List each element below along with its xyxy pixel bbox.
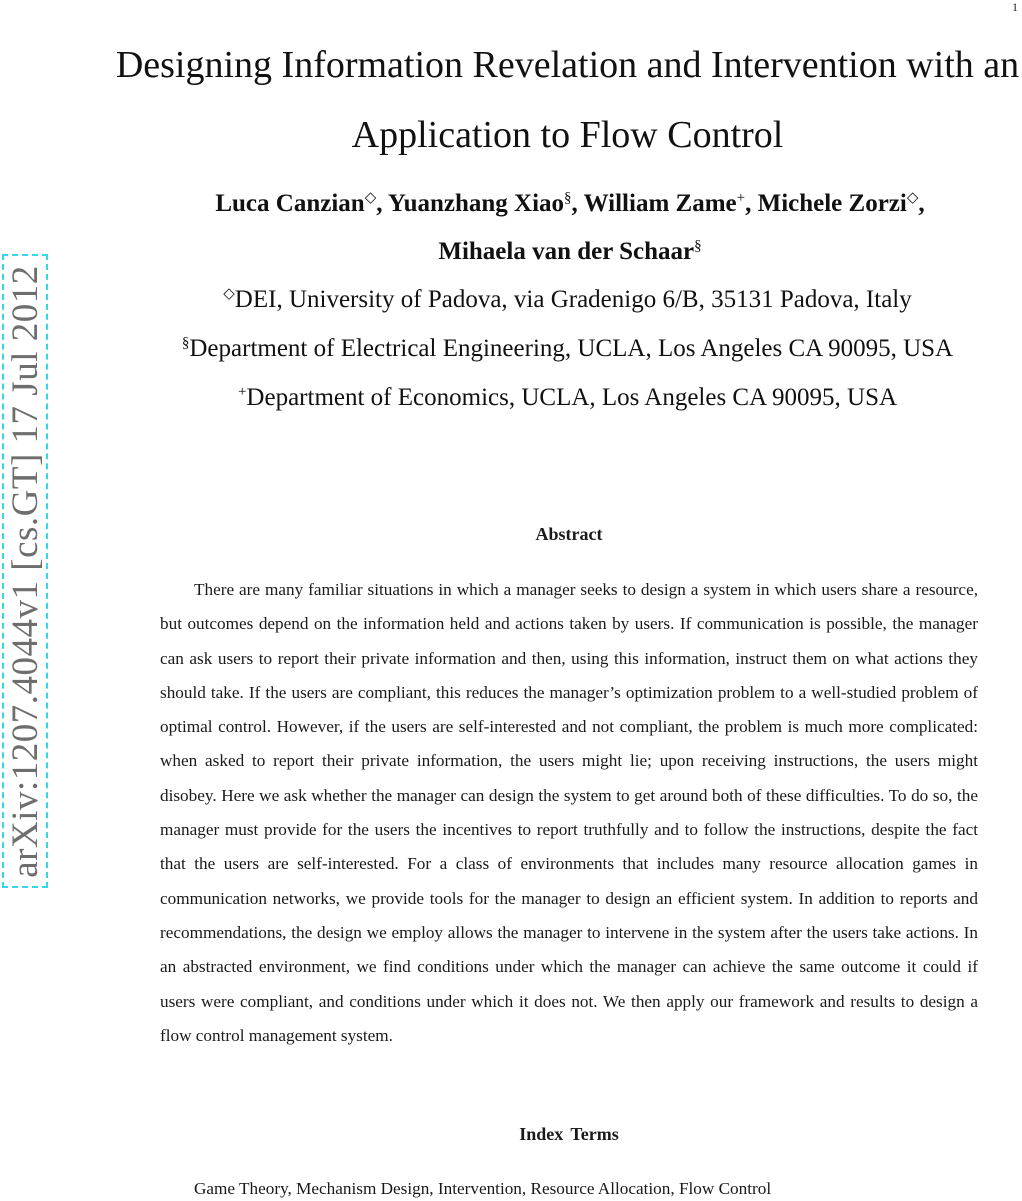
abstract-heading: Abstract [535,524,603,544]
affiliation-padova [110,275,1022,324]
author-affiliation-mark: ◇ [906,190,919,206]
author-1 [215,190,387,217]
index-terms-heading: Index Terms [519,1124,619,1144]
affiliation-ucla-ee [110,324,1022,373]
author-list [140,180,1000,276]
author-affiliation-mark: § [694,238,702,254]
affiliation-list [110,275,1022,422]
affiliation-ucla-econ [110,373,1022,422]
abstract-text: There are many familiar situations in which a manager seeks to design a system in which users share a resource, but outcomes depend on the information held and actions taken by users. If communication is possible, the manager can ask users to report their private information and then, using this information, instruct them on what actions they should take. If the users are compliant, this reduces the manager’s optimization problem to a well-studied problem of optimal control. However, if the users are self-interested and not compliant, the problem is much more complicated: when asked to report their private information, the users might lie; upon receiving instructions, the users might disobey. Here we ask whether the manager can design the system to get around both of these difficulties. To do so, the manager must provide for the users the incentives to report truthfully and to follow the instructions, despite the fact that the users are self-interested. For a class of environments that includes many resource allocation games in communication networks, we provide tools for the manager to design an efficient system. In addition to reports and recommendations, the design we employ allows the manager to intervene in the system after the users take actions. In an abstracted environment, we find conditions under which the manager can achieve the same outcome it could if users were compliant, and conditions under which it does not. We then apply our framework and results to design a flow control management system. [160,580,978,1045]
author-affiliation-mark: ◇ [364,190,377,206]
author-separator: , [745,190,758,217]
author-name: Yuanzhang Xiao [387,190,565,217]
author-4 [758,190,925,217]
arxiv-identifier-stamp[interactable] [2,254,48,888]
paper-title: Designing Information Revelation and Intervention with an Application to Flow Control [115,44,1020,156]
page-number: 1 [1012,0,1018,14]
author-name: Luca Canzian [215,190,365,217]
author-3 [584,190,758,217]
author-separator: , [571,190,584,217]
author-2 [388,190,584,217]
affiliation-text: DEI, University of Padova, via Gradenigo 6/B, 35131 Padova, Italy [234,286,912,313]
author-name: Michele Zorzi [757,190,907,217]
arxiv-identifier-text: arXiv:1207.4044v1 [cs.GT] 17 Jul 2012 [4,264,46,878]
author-name: Mihaela van der Schaar [438,238,695,265]
affiliation-mark: § [181,335,190,351]
author-affiliation-mark: + [736,190,746,206]
author-affiliation-mark: § [564,190,572,206]
affiliation-mark: ◇ [223,286,235,302]
affiliation-mark: + [237,384,247,400]
author-5 [438,238,701,265]
affiliation-text: Department of Economics, UCLA, Los Angeles CA 90095, USA [246,384,898,411]
index-terms-text: Game Theory, Mechanism Design, Intervention, Resource Allocation, Flow Control [194,1179,772,1198]
author-separator: , [376,190,388,217]
affiliation-text: Department of Electrical Engineering, UCLA, Los Angeles CA 90095, USA [189,335,954,362]
author-name: William Zame [583,190,737,217]
author-separator: , [918,190,925,217]
